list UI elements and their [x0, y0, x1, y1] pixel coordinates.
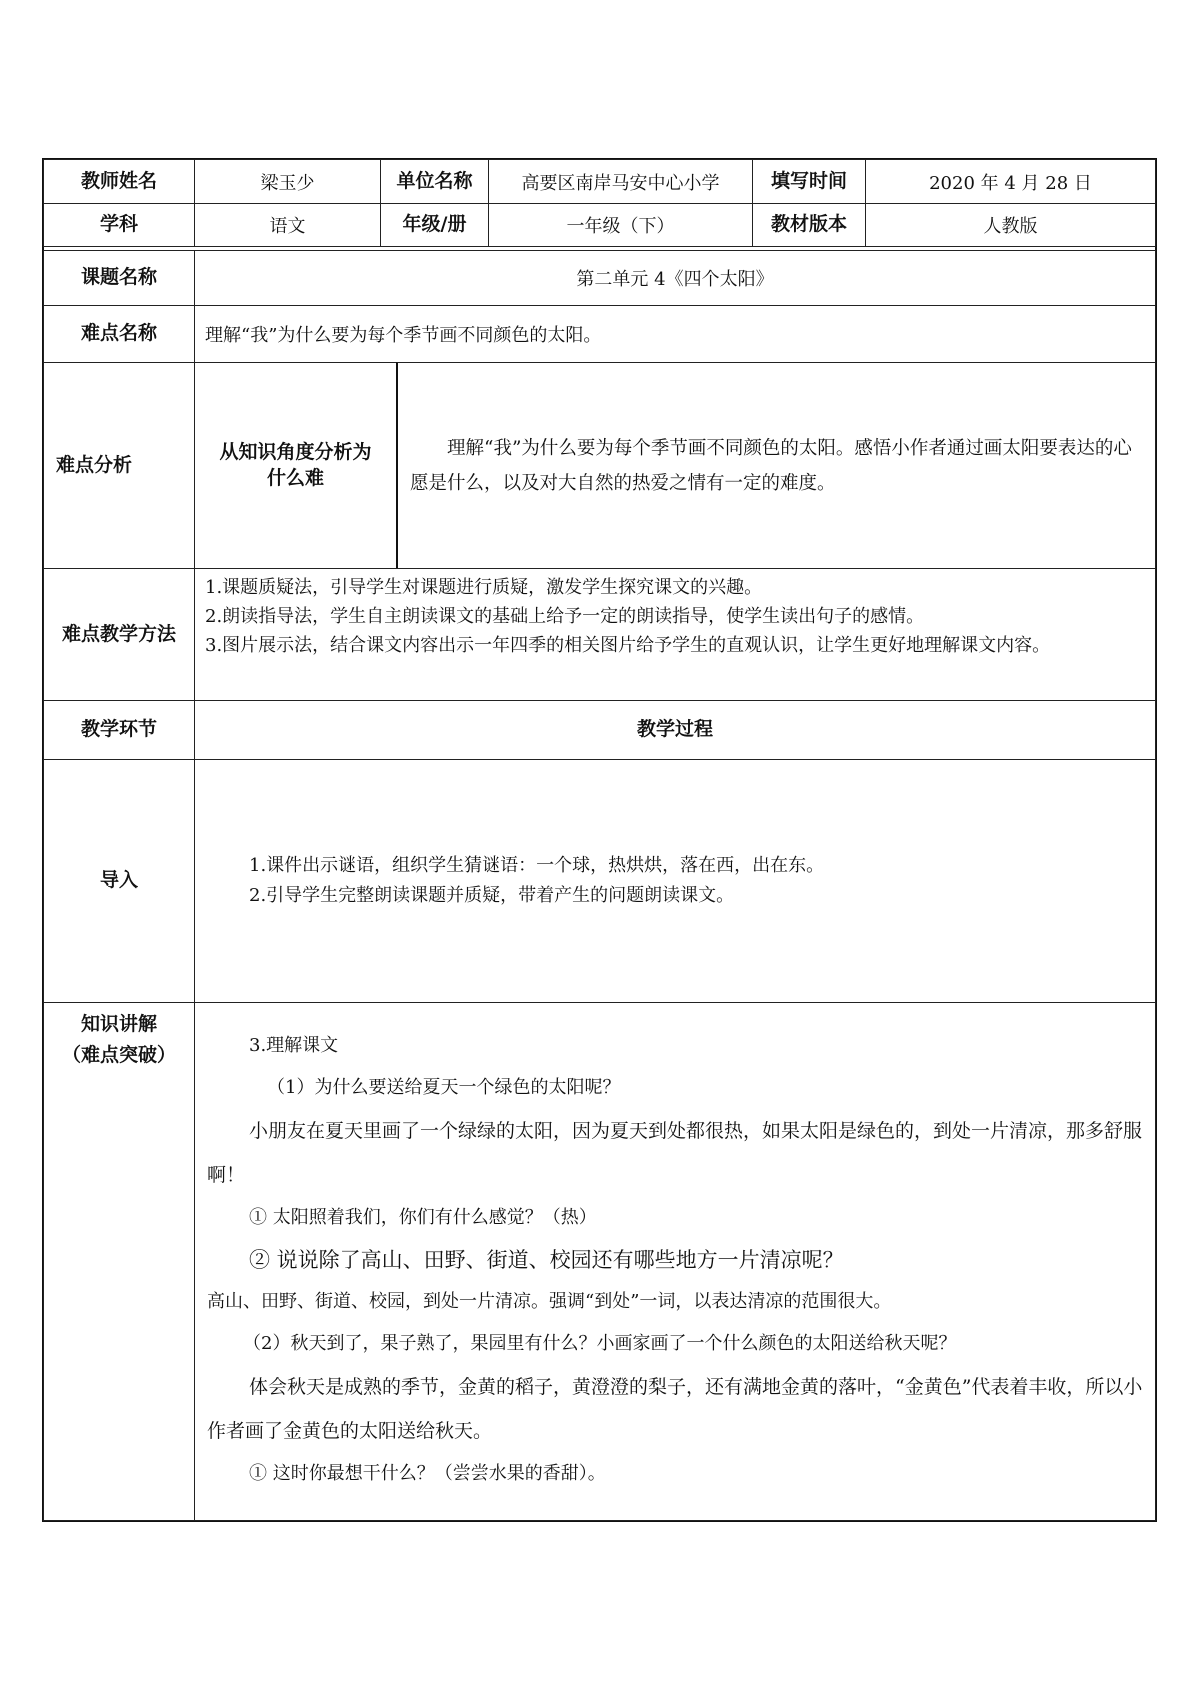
knowledge-paragraph: （1）为什么要送给夏天一个绿色的太阳呢？ [267, 1077, 621, 1098]
methods-label: 难点教学方法 [43, 568, 195, 701]
unit-value: 高要区南岸马安中心小学 [488, 159, 753, 204]
analysis-text [396, 362, 1156, 569]
grade-value: 一年级（下） [488, 203, 753, 247]
knowledge-paragraph: 小朋友在夏天里画了一个绿绿的太阳，因为夏天到处都很热，如果太阳是绿色的，到处一片清凉，那多舒服啊！ [207, 1120, 1143, 1186]
analysis-label-text: 难点分析 [56, 453, 133, 476]
analysis-paragraph: 理解“我”为什么要为每个季节画不同颜色的太阳。感悟小作者通过画太阳要表达的心愿是什么，以及对大自然的热爱之情有一定的难度。 [410, 437, 1132, 494]
grade-label: 年级/册 [380, 203, 489, 247]
knowledge-paragraph: （2）秋天到了，果子熟了，果园里有什么？小画家画了一个什么颜色的太阳送给秋天呢？ [243, 1333, 957, 1354]
analysis-label [43, 362, 195, 569]
intro-line: 2.引导学生完整朗读课题并质疑，带着产生的问题朗读课文。 [249, 885, 735, 906]
knowledge-paragraph: ① 太阳照着我们，你们有什么感觉？（热） [249, 1207, 597, 1228]
methods-item: 1.课题质疑法，引导学生对课题进行质疑，激发学生探究课文的兴趣。 [205, 577, 763, 598]
date-label: 填写时间 [752, 159, 866, 204]
edition-label: 教材版本 [752, 203, 866, 247]
intro-line: 1.课件出示谜语，组织学生猜谜语：一个球，热烘烘，落在西，出在东。 [249, 855, 825, 876]
unit-label: 单位名称 [380, 159, 489, 204]
difficulty-label: 难点名称 [43, 305, 195, 363]
knowledge-content [194, 1002, 1156, 1521]
knowledge-label [43, 1002, 195, 1521]
knowledge-paragraph: 体会秋天是成熟的季节，金黄的稻子，黄澄澄的梨子，还有满地金黄的落叶，“金黄色”代表着丰收，所以小作者画了金黄色的太阳送给秋天。 [207, 1376, 1143, 1442]
intro-label: 导入 [43, 759, 195, 1003]
teacher-label: 教师姓名 [43, 159, 195, 204]
difficulty-value: 理解“我”为什么要为每个季节画不同颜色的太阳。 [194, 305, 1156, 363]
knowledge-paragraph: 高山、田野、街道、校园，到处一片清凉。强调“到处”一词，以表达清凉的范围很大。 [207, 1291, 892, 1312]
subject-value: 语文 [194, 203, 381, 247]
methods-item: 2.朗读指导法，学生自主朗读课文的基础上给予一定的朗读指导，使学生读出句子的感情。 [205, 606, 925, 627]
teacher-value: 梁玉少 [194, 159, 381, 204]
knowledge-paragraph: ① 这时你最想干什么？（尝尝水果的香甜）。 [249, 1463, 606, 1484]
knowledge-label-line1: 知识讲解 [80, 1013, 157, 1035]
knowledge-paragraph: 3.理解课文 [249, 1035, 339, 1056]
process-stage-label: 教学环节 [43, 700, 195, 760]
process-header: 教学过程 [194, 700, 1156, 760]
methods-item: 3.图片展示法，结合课文内容出示一年四季的相关图片给予学生的直观认识，让学生更好地理解课文内容。 [205, 635, 1051, 656]
analysis-sub-label-text: 从知识角度分析为什么难 [219, 440, 372, 489]
topic-label: 课题名称 [43, 250, 195, 306]
topic-value: 第二单元 4《四个太阳》 [194, 250, 1156, 306]
edition-value: 人教版 [865, 203, 1156, 247]
methods-list [194, 568, 1156, 701]
knowledge-label-line2: （难点突破） [61, 1044, 176, 1066]
date-value: 2020 年 4 月 28 日 [865, 159, 1156, 204]
analysis-sub-label [194, 362, 397, 569]
intro-content [194, 759, 1156, 1003]
knowledge-paragraph: ② 说说除了高山、田野、街道、校园还有哪些地方一片清凉呢？ [249, 1248, 844, 1272]
subject-label: 学科 [43, 203, 195, 247]
